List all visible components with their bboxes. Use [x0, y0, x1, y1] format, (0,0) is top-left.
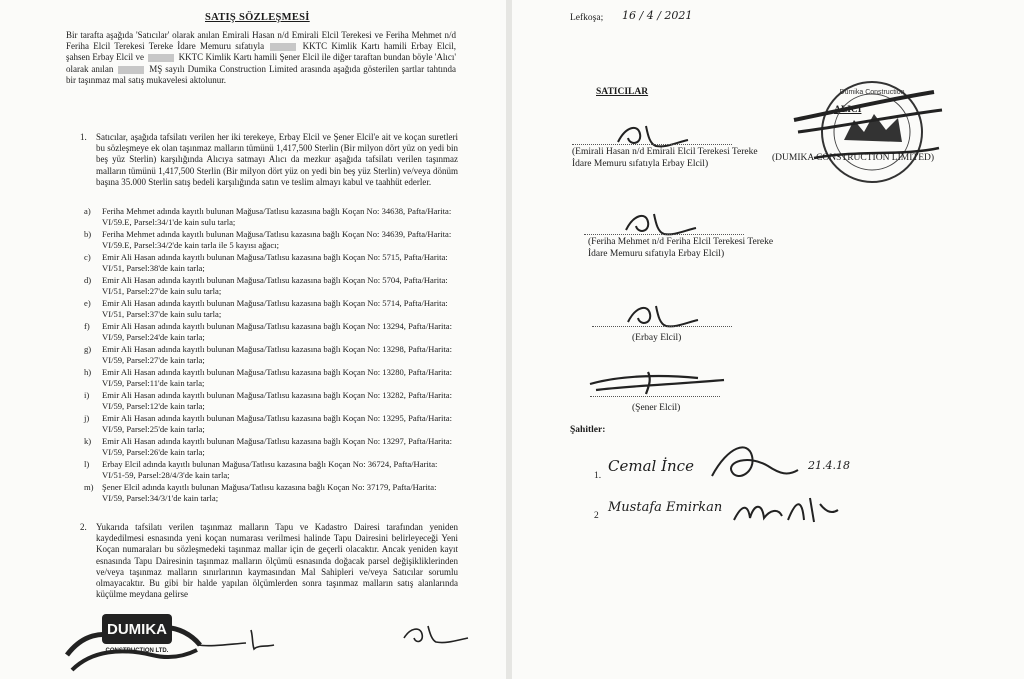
stamp-text: DUMIKA: [107, 621, 167, 638]
property-item-text: Feriha Mehmet adında kayıtlı bulunan Mağusa/Tatlısu kazasına bağlı Koçan No: 34638, Pafta/Harita: VI/59.E, Parsel:34/1'de kain sulu tarla;: [102, 206, 452, 227]
signature-line: [592, 326, 732, 327]
contract-page-left: [0, 0, 506, 679]
intro-text-3: KKTC Kimlik Kartı hamili Şener Elcil ile diğer taraftan bundan böyle 'Alıcı' olarak anılan: [66, 52, 457, 74]
property-item-label: i): [84, 390, 90, 400]
property-item-label: d): [84, 275, 92, 285]
contract-page-right: [512, 0, 1024, 679]
witness-2-name: Mustafa Emirkan: [608, 500, 723, 515]
witness-2-signature: [730, 490, 840, 530]
property-item-text: Emir Ali Hasan adında kayıtlı bulunan Mağusa/Tatlısu kazasına bağlı Koçan No: 13294, Pafta/Harita: VI/59, Parsel:24'de kain tarla;: [102, 321, 452, 342]
date-value: 16 / 4 / 2021: [622, 9, 693, 22]
seller-4-name: (Şener Elcil): [632, 403, 681, 413]
buyer-heading: ALICI: [834, 105, 862, 115]
property-item-label: c): [84, 252, 91, 262]
property-item-text: Emir Ali Hasan adında kayıtlı bulunan Mağusa/Tatlısu kazasına bağlı Koçan No: 13297, Pafta/Harita: VI/59, Parsel:26'de kain tarla;: [102, 436, 452, 457]
company-stamp-logo: [62, 600, 202, 679]
sellers-heading: SATICILAR: [596, 87, 649, 97]
property-item-label: f): [84, 321, 90, 331]
seller-2-name: (Feriha Mehmet n/d Feriha Elcil Terekesi Tereke İdare Memuru sıfatıyla Erbay Elcil): [588, 237, 774, 259]
witness-1-note: 21.4.18: [808, 459, 850, 472]
intro-text-4: MŞ sayılı Dumika Construction Limited arasında aşağıda gösterilen şartlar tahtında bir taşınmaz mal satış mukavelesi aktolunur.: [66, 63, 457, 85]
seller-1-name: (Emirali Hasan n/d Emirali Elcil Terekesi Tereke İdare Memuru sıfatıyla Erbay Elcil): [572, 147, 758, 169]
property-item-label: b): [84, 229, 92, 239]
redacted-id: [118, 66, 144, 74]
signature-line: [584, 234, 744, 235]
company-stamp-seal: [794, 70, 944, 200]
redacted-id: [148, 54, 174, 62]
property-item-label: k): [84, 436, 92, 446]
property-item-text: Şener Elcil adında kayıtlı bulunan Mağusa/Tatlısu kazasına bağlı Koçan No: 37179, Pafta/Harita: VI/59, Parsel:34/3/1'de kain tarla;: [102, 482, 437, 503]
document-title: SATIŞ SÖZLEŞMESİ: [205, 12, 310, 23]
date-label: Lefkoşa;: [570, 13, 604, 23]
property-item-label: m): [84, 482, 94, 492]
property-item-text: Emir Ali Hasan adında kayıtlı bulunan Mağusa/Tatlısu kazasına bağlı Koçan No: 13298, Pafta/Harita: VI/59, Parsel:27'de kain tarla;: [102, 344, 452, 365]
property-item-text: Emir Ali Hasan adında kayıtlı bulunan Mağusa/Tatlısu kazasına bağlı Koçan No: 13295, Pafta/Harita: VI/59, Parsel:25'de kain tarla;: [102, 413, 452, 434]
section-2-text: Yukarıda tafsilatı verilen taşınmaz malların Tapu ve Kadastro Dairesi tarafından yeniden kaydedilmesi esnasında yeni koçan numarası verilmesi halinde Tapu Dairesini belirleyeceği Yeni Koçan numaraları bu sözleşmedeki taşınmaz mallar için de geçerli olacaktır. Ancak yeniden kayıt esnasında Tapu Dairesinin taşınmaz malların ölçümü esnasında doğacak parsel değişikliklerinden ve/veya taşınmaz malların sınırlarının kaymasından Mal Sahipleri ve/veya Satıcılar sorumlu olmayacaktır. Bu gibi bir halde yapılan ölçümlerden sonra taşınmaz malların satış alanlarında küçülme meydana gelirse: [96, 522, 458, 600]
stamp-text: Dumika Construction: [839, 89, 905, 96]
intro-paragraph: [66, 30, 456, 86]
section-1-text: Satıcılar, aşağıda tafsilatı verilen her iki terekeye, Erbay Elcil ve Şener Elcil'e ait ve koçan suretleri bu sözleşmeye ek olan taşınmaz malların tümünü 1,417,500 Sterlin (Bir milyon dört yüz on yedi bin beş yüz Sterlin) karşılığında Alıcıya satmayı Alıcı da mezkur aşağıda tafsilatı verilen taşınmaz malların tümünü 1,417,500 Sterlin (Bir milyon dört yüz on yedi bin beş yüz Sterlin) ve/veya dönüm başına 35.000 Sterlin satış bedeli karşılığında satın ve teslim almayı kabul ve taahhüt ederler.: [96, 132, 458, 187]
property-item-label: g): [84, 344, 92, 354]
initial-signature: [196, 625, 276, 655]
property-item-text: Emir Ali Hasan adında kayıtlı bulunan Mağusa/Tatlısu kazasına bağlı Koçan No: 13282, Pafta/Harita: VI/59, Parsel:12'de kain tarla;: [102, 390, 452, 411]
redacted-id: [270, 43, 296, 51]
property-item-text: Erbay Elcil adında kayıtlı bulunan Mağusa/Tatlısu kazasına bağlı Koçan No: 36724, Pafta/Harita: VI/51-59, Parsel:28/4/3'de kain tarla;: [102, 459, 438, 480]
signature-line: [590, 396, 720, 397]
property-item-label: j): [84, 413, 90, 423]
witness-1-name: Cemal İnce: [608, 457, 694, 475]
property-item-label: e): [84, 298, 91, 308]
property-item-text: Emir Ali Hasan adında kayıtlı bulunan Mağusa/Tatlısu kazasına bağlı Koçan No: 5715, Pafta/Harita: VI/51, Parsel:38'de kain tarla;: [102, 252, 448, 273]
witness-2-number: 2: [594, 511, 599, 521]
initial-signature: [400, 620, 470, 650]
property-item-text: Feriha Mehmet adında kayıtlı bulunan Mağusa/Tatlısu kazasına bağlı Koçan No: 34639, Pafta/Harita: VI/59.E, Parsel:34/2'de kain tarla ile 5 kayısı ağacı;: [102, 229, 452, 250]
section-2-number: 2.: [80, 522, 87, 532]
property-item-label: a): [84, 206, 91, 216]
property-item-label: l): [84, 459, 90, 469]
seller-3-signature: [622, 296, 702, 336]
intro-text-2: KKTC Kimlik Kartı hamili Erbay Elcil, şahsen Erbay Elcil ve: [66, 41, 457, 63]
property-item-text: Emir Ali Hasan adında kayıtlı bulunan Mağusa/Tatlısu kazasına bağlı Koçan No: 13280, Pafta/Harita: VI/59, Parsel:11'de kain tarla;: [102, 367, 452, 388]
property-item-text: Emir Ali Hasan adında kayıtlı bulunan Mağusa/Tatlısu kazasına bağlı Koçan No: 5704, Pafta/Harita: VI/51, Parsel:27'de kain sulu tarla;: [102, 275, 448, 296]
witness-1-number: 1.: [594, 471, 602, 481]
intro-text-1: Bir tarafta aşağıda 'Satıcılar' olarak anılan Emirali Hasan n/d Emirali Elcil Terekesi ve Feriha Mehmet n/d Feriha Elcil Terekesi Tereke İdare Memuru sıfatıyla: [66, 30, 456, 52]
witnesses-heading: Şahitler:: [570, 425, 606, 435]
buyer-name: (DUMIKA CONSTRUCTION LIMITED): [772, 153, 935, 163]
signature-line: [572, 144, 732, 145]
section-1-number: 1.: [80, 132, 87, 142]
stamp-subtext: CONSTRUCTION LTD.: [105, 648, 169, 654]
seller-3-name: (Erbay Elcil): [632, 333, 682, 343]
property-item-text: Emir Ali Hasan adında kayıtlı bulunan Mağusa/Tatlısu kazasına bağlı Koçan No: 5714, Pafta/Harita: VI/51, Parsel:37'de kain sulu tarla;: [102, 298, 448, 319]
property-item-label: h): [84, 367, 92, 377]
